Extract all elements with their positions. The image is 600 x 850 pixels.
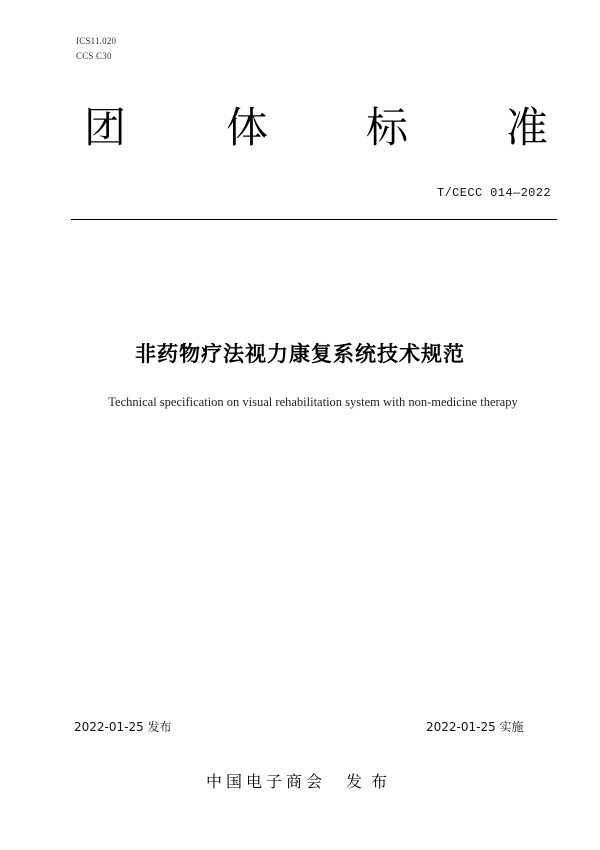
header-divider [71,219,557,220]
standard-type-char-1: 团 [84,103,127,152]
ccs-code: CCS C30 [76,51,112,61]
standard-type-heading [76,102,558,158]
issuer-name: 中国电子商会 [206,772,327,791]
implement-date: 2022-01-25 实施 [426,720,524,734]
document-title-cn: 非药物疗法视力康复系统技术规范 [135,342,465,366]
standard-type-char-4: 准 [506,103,549,152]
publish-date: 2022-01-25 发布 [74,720,172,734]
issuing-organization [206,769,396,792]
standard-type-char-2: 体 [226,103,269,152]
issuer-action: 发布 [346,772,397,791]
standard-type-char-3: 标 [366,103,409,152]
document-title-en: Technical specification on visual rehabilitation system with non-medicine therapy [108,395,518,409]
classification-codes [76,36,116,66]
standard-number: T/CECC 014—2022 [436,186,551,200]
ics-code: ICS11.020 [76,36,117,46]
